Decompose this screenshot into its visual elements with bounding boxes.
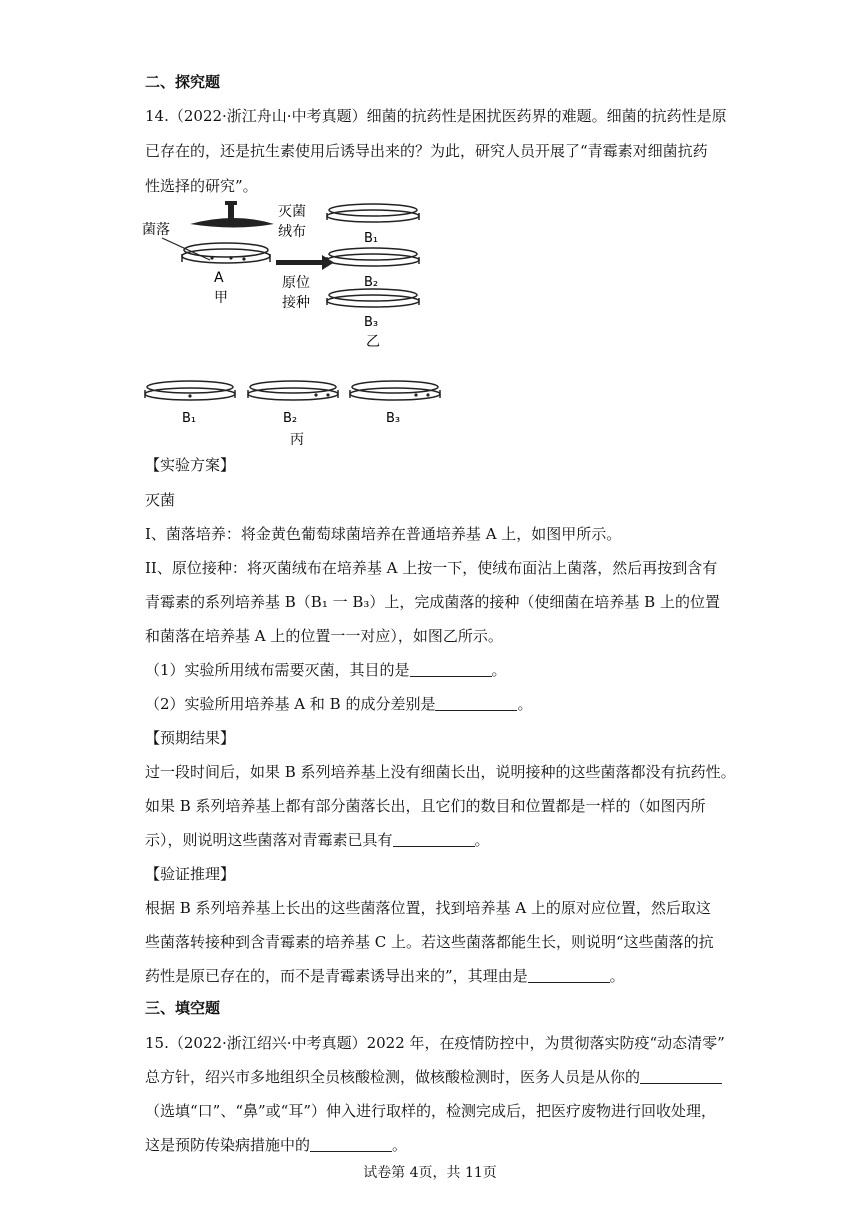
label-b3: B₃ <box>364 315 379 330</box>
q14-line-2: 已存在的，还是抗生素使用后诱导出来的？为此，研究人员开展了“青霉素对细菌抗药 <box>145 142 708 160</box>
verify-line-3 <box>145 966 725 986</box>
sub-question-2-text: （2）实验所用培养基 A 和 B 的成分差别是 <box>145 695 436 713</box>
figure-jia-yi <box>140 198 440 358</box>
answer-blank-1[interactable] <box>410 662 492 677</box>
figure-bing <box>140 376 450 452</box>
result-line-3 <box>145 830 725 850</box>
result-line-1: 过一段时间后，如果 B 系列培养基上没有细菌长出，说明接种的这些菌落都没有抗药性。 <box>145 763 736 781</box>
sub-question-1 <box>145 660 725 680</box>
period: 。 <box>491 661 507 679</box>
answer-blank-4[interactable] <box>528 968 610 983</box>
plan-header: 【实验方案】 <box>145 456 236 474</box>
sub-question-2 <box>145 694 725 714</box>
verify-line-3-text: 药性是原已存在的，而不是青霉素诱导出来的”，其理由是 <box>145 967 528 985</box>
period: 。 <box>517 695 533 713</box>
answer-blank-5[interactable] <box>640 1069 722 1084</box>
q15-line-4-text: 这是预防传染病措施中的 <box>145 1136 311 1154</box>
arrow-right-icon <box>276 255 334 270</box>
q14-line-3: 性选择的研究”。 <box>145 177 258 195</box>
step-2-line-3: 和菌落在培养基 A 上的位置一一对应），如图乙所示。 <box>145 627 503 645</box>
result-header: 【预期结果】 <box>145 729 236 747</box>
label-b1: B₁ <box>364 231 379 246</box>
label-sterile-1: 灭菌 <box>278 204 306 220</box>
label-bing-b3: B₃ <box>386 411 401 426</box>
label-yi: 乙 <box>366 334 380 350</box>
result-line-2: 如果 B 系列培养基上都有部分菌落长出，且它们的数目和位置都是一样的（如图丙所 <box>145 797 706 815</box>
verify-header: 【验证推理】 <box>145 865 236 883</box>
period: 。 <box>609 967 625 985</box>
dish-bing-b1 <box>145 381 235 400</box>
dish-bing-b3 <box>350 381 440 400</box>
label-dish-a: A <box>214 270 224 286</box>
step-2-line-2: 青霉素的系列培养基 B（B₁ 一 B₃）上，完成菌落的接种（使细菌在培养基 B 上的位置 <box>145 593 720 611</box>
dish-b3 <box>327 289 419 307</box>
section-2-title: 二、探究题 <box>145 73 221 91</box>
section-3-title: 三、填空题 <box>145 999 221 1017</box>
dish-b2 <box>327 248 419 266</box>
verify-line-2: 些菌落转接种到含青霉素的培养基 C 上。若这些菌落都能生长，则说明“这些菌落的抗 <box>145 933 714 951</box>
page-footer: 试卷第 4页，共 11页 <box>363 1165 497 1181</box>
label-inoculate-1: 原位 <box>282 275 310 291</box>
period: 。 <box>474 831 490 849</box>
q15-line-3: （选填“口”、“鼻”或“耳”）伸入进行取样的，检测完成后，把医疗废物进行回收处理， <box>145 1102 717 1120</box>
q15-line-1: 15.（2022·浙江绍兴·中考真题）2022 年，在疫情防控中，为贯彻落实防疫“动态清零” <box>145 1034 725 1052</box>
sterilize-text: 灭菌 <box>145 491 176 509</box>
label-sterile-2: 绒布 <box>278 224 306 240</box>
sub-question-1-text: （1）实验所用绒布需要灭菌，其目的是 <box>145 661 410 679</box>
step-2-line-1: II、原位接种：将灭菌绒布在培养基 A 上按一下，使绒布面沾上菌落，然后再按到含有 <box>145 559 718 577</box>
q14-line-1: 14.（2022·浙江舟山·中考真题）细菌的抗药性是困扰医药界的难题。细菌的抗药性是原 <box>145 107 727 125</box>
dish-bing-b2 <box>248 381 338 400</box>
label-inoculate-2: 接种 <box>282 295 310 311</box>
answer-blank-2[interactable] <box>435 696 517 711</box>
label-bing-b1: B₁ <box>182 411 197 426</box>
period: 。 <box>392 1136 408 1154</box>
q15-line-2-text: 总方针，绍兴市多地组织全员核酸检测，做核酸检测时，医务人员是从你的 <box>145 1068 641 1086</box>
label-colony: 菌落 <box>142 222 170 238</box>
sterile-velvet-cloth <box>190 201 274 228</box>
q15-line-2 <box>145 1067 725 1087</box>
answer-blank-3[interactable] <box>393 832 475 847</box>
q15-line-4 <box>145 1135 725 1155</box>
label-jia: 甲 <box>214 290 228 306</box>
label-bing-b2: B₂ <box>283 411 298 426</box>
answer-blank-6[interactable] <box>310 1137 392 1152</box>
verify-line-1: 根据 B 系列培养基上长出的这些菌落位置，找到培养基 A 上的原对应位置，然后取这 <box>145 899 711 917</box>
dish-b1 <box>327 204 419 222</box>
result-line-3-text: 示），则说明这些菌落对青霉素已具有 <box>145 831 393 849</box>
step-1: I、菌落培养：将金黄色葡萄球菌培养在普通培养基 A 上，如图甲所示。 <box>145 525 622 543</box>
label-bing: 丙 <box>290 432 304 448</box>
label-b2: B₂ <box>364 275 379 290</box>
